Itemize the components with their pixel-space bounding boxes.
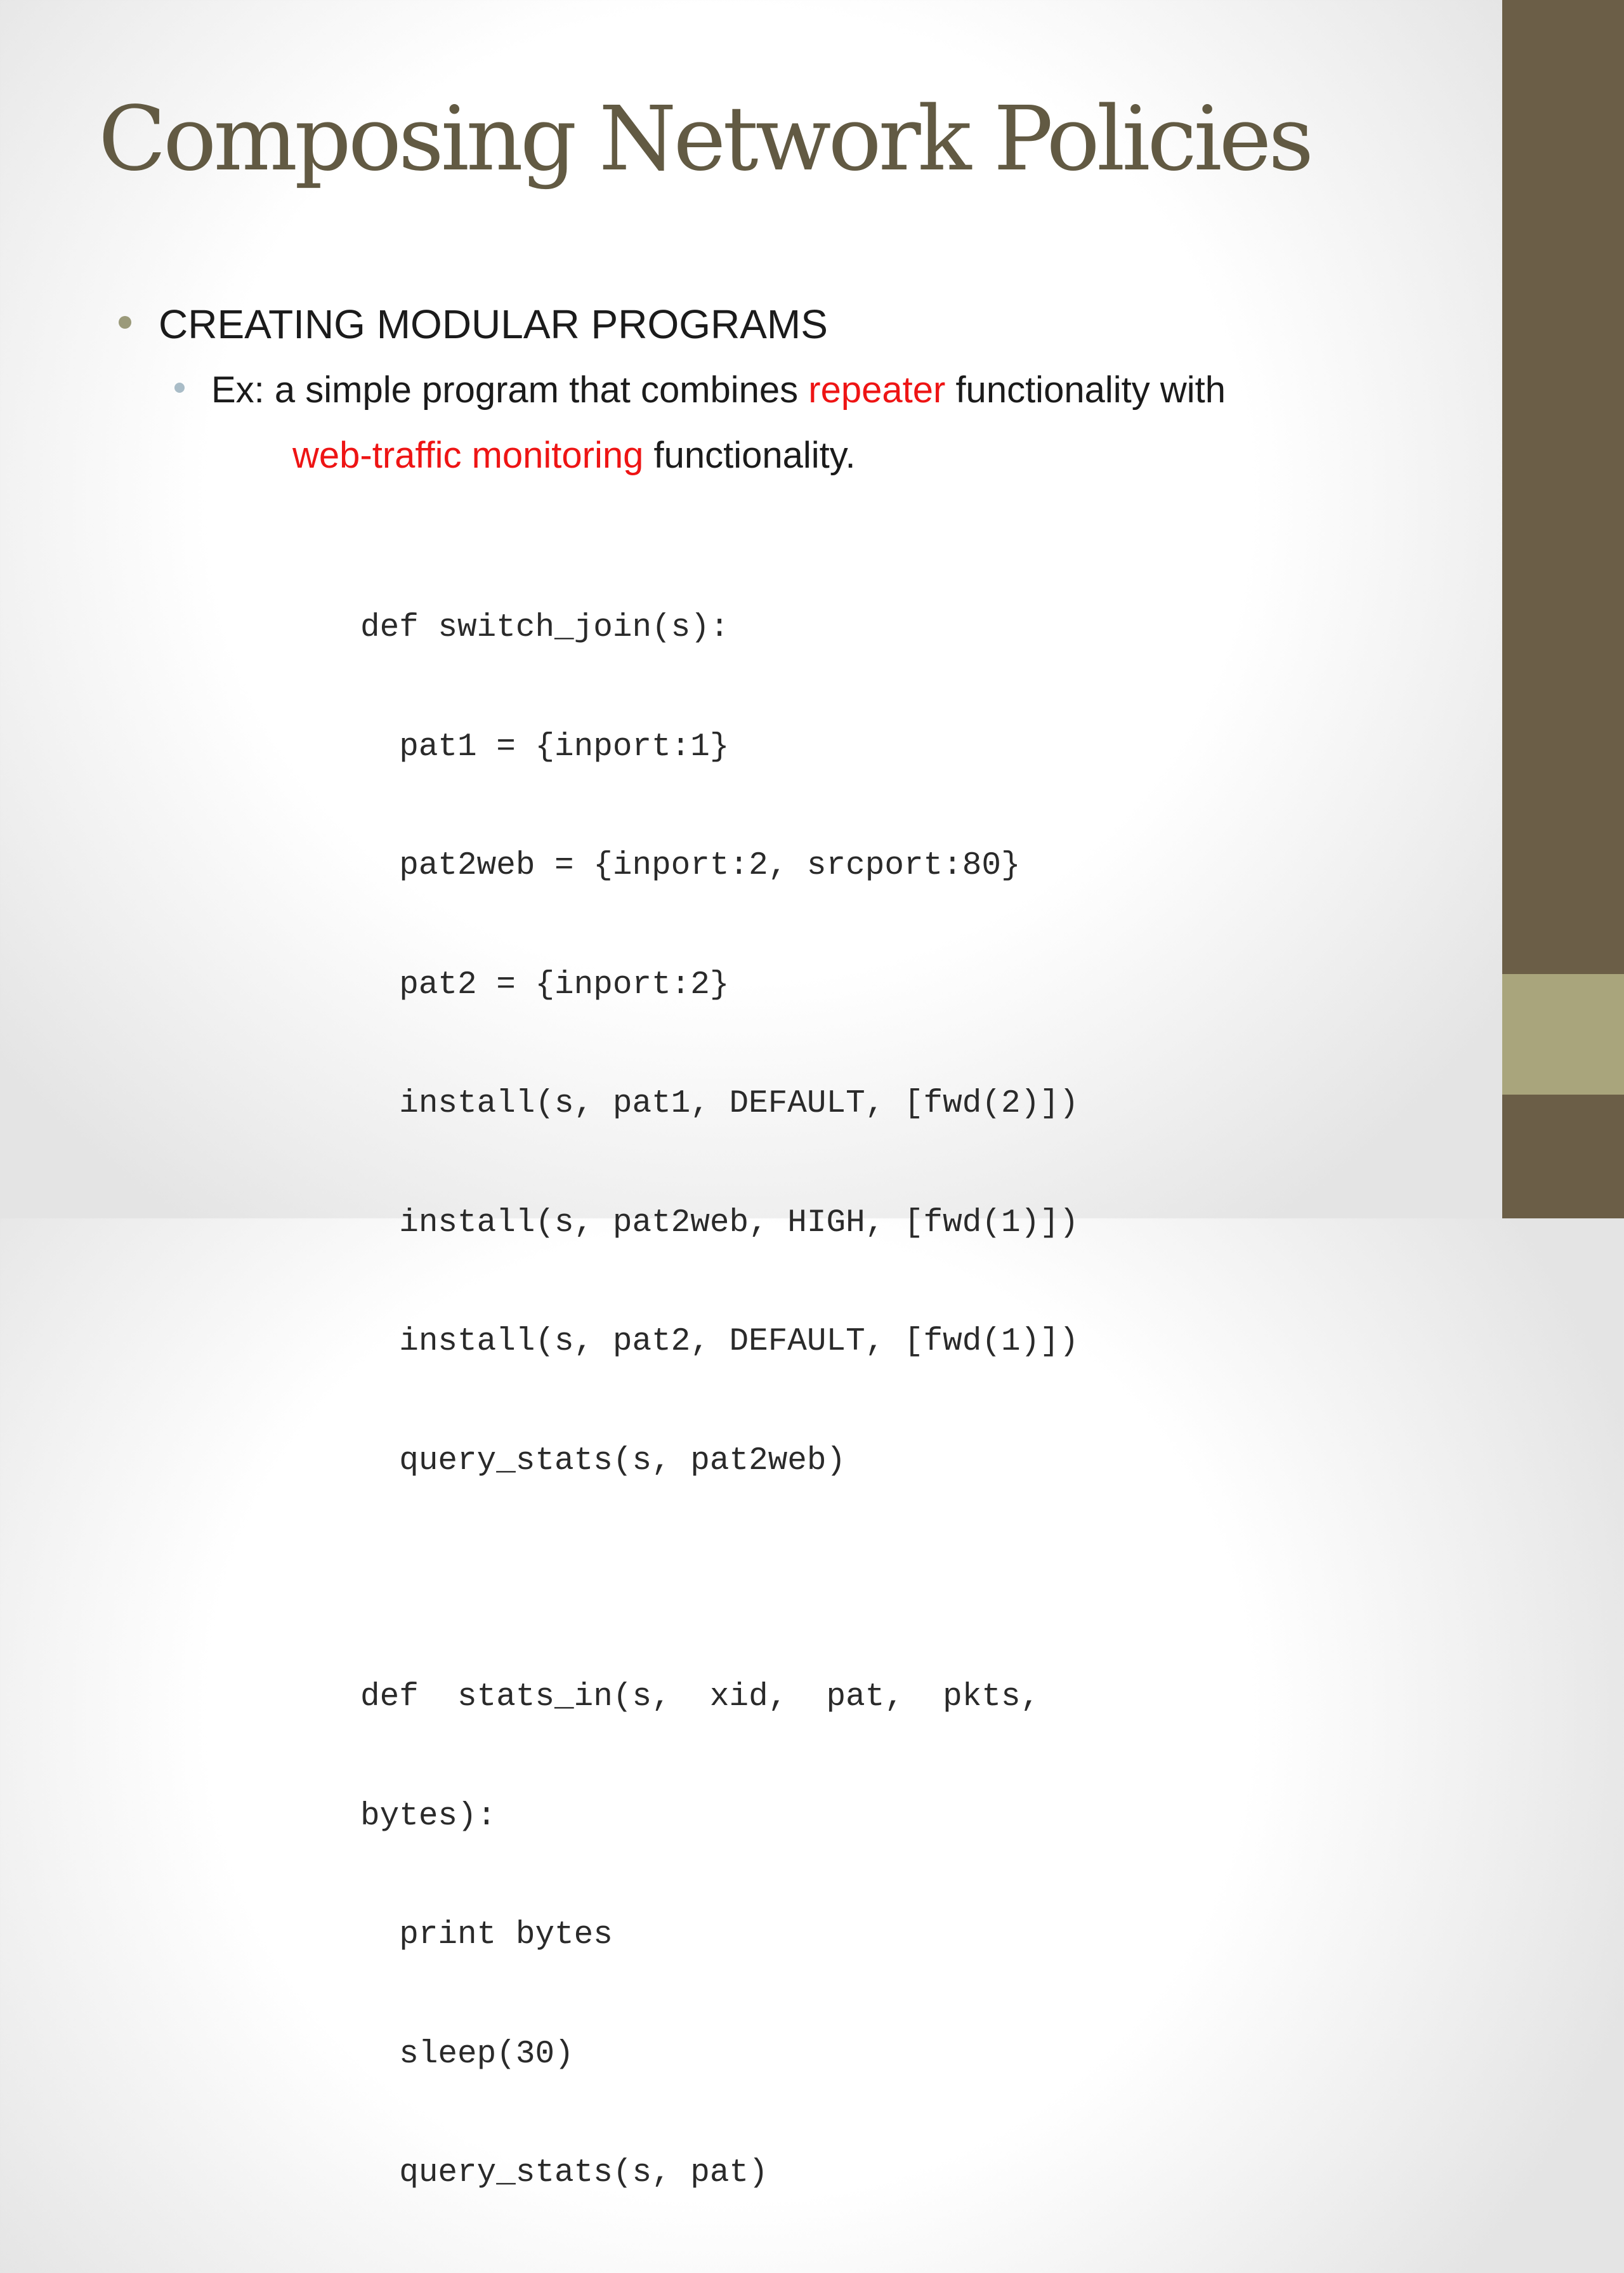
code-line: query_stats(s, pat) <box>360 2155 768 2191</box>
code-line: def switch_join(s): <box>360 610 730 646</box>
bullet-example-suffix: functionality. <box>643 435 856 476</box>
bullet-example-prefix: Ex: a simple program that combines <box>211 369 809 411</box>
slide-title: Composing Network Policies <box>98 88 1311 191</box>
code-line: install(s, pat1, DEFAULT, [fwd(2)]) <box>360 1086 1079 1122</box>
bullet-example-middle: functionality with <box>945 369 1226 411</box>
code-line: install(s, pat2web, HIGH, [fwd(1)]) <box>360 1204 1079 1241</box>
bullet-example-line1 <box>211 369 1226 411</box>
code-line: print bytes <box>360 1917 613 1953</box>
code-line: pat2 = {inport:2} <box>360 966 730 1003</box>
bullet-dot-level2 <box>174 383 185 393</box>
code-line: bytes): <box>360 1798 497 1835</box>
sidebar-decoration <box>1502 0 1624 1218</box>
code-line-blank <box>360 1560 1078 1598</box>
code-line: pat1 = {inport:1} <box>360 728 730 765</box>
code-line: query_stats(s, pat2web) <box>360 1442 846 1479</box>
bullet-creating-modular-programs: CREATING MODULAR PROGRAMS <box>159 301 828 347</box>
highlight-repeater: repeater <box>808 369 946 411</box>
bullet-example-line2 <box>292 435 856 477</box>
code-block <box>360 529 1078 2273</box>
code-line: sleep(30) <box>360 2036 574 2072</box>
code-line: install(s, pat2, DEFAULT, [fwd(1)]) <box>360 1324 1079 1360</box>
code-line: def stats_in(s, xid, pat, pkts, <box>360 1679 1040 1715</box>
code-line: pat2web = {inport:2, srcport:80} <box>360 848 1021 884</box>
sidebar-accent-band <box>1502 974 1624 1095</box>
bullet-dot-level1 <box>119 316 131 329</box>
highlight-web-traffic-monitoring: web-traffic monitoring <box>292 435 644 476</box>
